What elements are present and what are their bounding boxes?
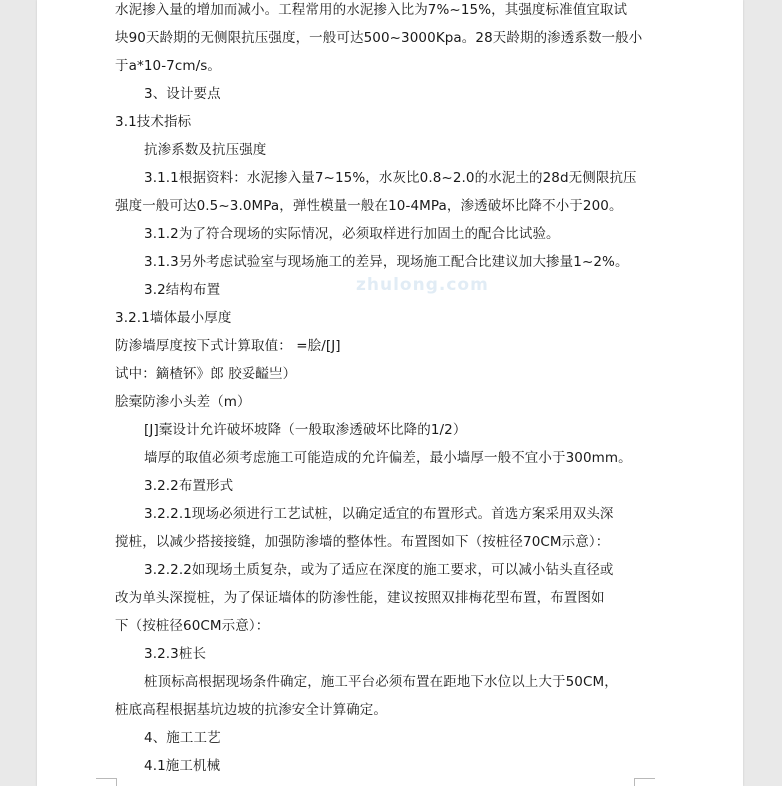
paragraph-line: 墙厚的取值必须考虑施工可能造成的允许偏差，最小墙厚一般不宜小于300mm。 [144, 450, 632, 466]
paragraph-line: 防渗墙厚度按下式计算取值： =脍/[J] [115, 338, 341, 354]
paragraph-line: 桩顶标高根据现场条件确定，施工平台必须布置在距地下水位以上大于50CM， [144, 674, 618, 690]
paragraph-line: 3.2.2.2如现场土质复杂，或为了适应在深度的施工要求，可以减小钻头直径或 [144, 562, 614, 578]
paragraph-line: [J]槖设计允许破坏坡降（一般取渗透破坏比降的1/2） [144, 422, 467, 438]
subsection-heading: 3.1技术指标 [115, 114, 192, 130]
paragraph-line: 脍槖防渗小头差（m） [115, 394, 251, 410]
paragraph-line: 3.1.1根据资料：水泥掺入量7~15%，水灰比0.8~2.0的水泥土的28d无侧限抗压 [144, 170, 637, 186]
page-corner-mark-left [96, 778, 117, 786]
paragraph-line: 水泥掺入量的增加而减小。工程常用的水泥掺入比为7%~15%，其强度标准值宜取试 [115, 2, 628, 18]
watermark: zhulong.com [356, 275, 489, 295]
paragraph-line: 块90天龄期的无侧限抗压强度，一般可达500~3000Kpa。28天龄期的渗透系数一般小 [115, 30, 643, 46]
paragraph-line: 3.1.3另外考虑试验室与现场施工的差异，现场施工配合比建议加大掺量1~2%。 [144, 254, 629, 270]
paragraph-line: 3.1.2为了符合现场的实际情况，必须取样进行加固土的配合比试验。 [144, 226, 560, 242]
section-heading: 4、施工工艺 [144, 730, 221, 746]
paragraph-line: 试中：鏑楂钚》郎 胶妥齸亗） [115, 366, 297, 382]
paragraph-line: 改为单头深搅桩，为了保证墙体的防渗性能，建议按照双排梅花型布置，布置图如 [115, 590, 605, 606]
paragraph-line: 桩底高程根据基坑边坡的抗渗安全计算确定。 [115, 702, 387, 718]
paragraph-line: 抗渗系数及抗压强度 [144, 142, 267, 158]
subsection-heading: 3.2.1墙体最小厚度 [115, 310, 232, 326]
paragraph-line: 下（按桩径60CM示意）： [115, 618, 270, 634]
subsection-heading: 3.2结构布置 [144, 282, 221, 298]
subsection-heading: 4.1施工机械 [144, 758, 221, 774]
section-heading: 3、设计要点 [144, 86, 221, 102]
subsection-heading: 3.2.2布置形式 [144, 478, 234, 494]
paragraph-line: 强度一般可达0.5~3.0MPa，弹性模量一般在10-4MPa，渗透破坏比降不小于200。 [115, 198, 623, 214]
paragraph-line: 于a*10-7cm/s。 [115, 58, 222, 74]
page-corner-mark-right [634, 778, 655, 786]
paragraph-line: 搅桩，以减少搭接接缝，加强防渗墙的整体性。布置图如下（按桩径70CM示意）： [115, 534, 610, 550]
subsection-heading: 3.2.3桩长 [144, 646, 207, 662]
paragraph-line: 3.2.2.1现场必须进行工艺试桩，以确定适宜的布置形式。首选方案采用双头深 [144, 506, 614, 522]
